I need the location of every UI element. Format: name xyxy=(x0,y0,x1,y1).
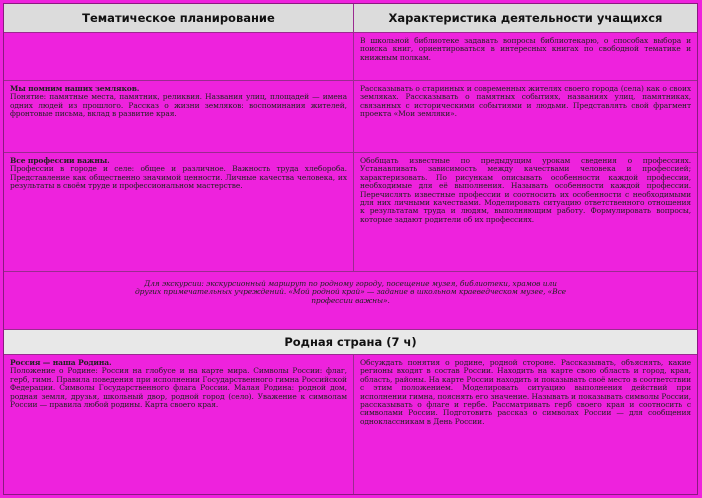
row-right-cell: В школьной библиотеке задавать вопросы библиотекарю, о способах выбора и поиска книг, ориентироваться в интересных книгах по свободной тематике и книжным полкам. xyxy=(359,36,691,62)
topic-title: Россия — наша Родина. xyxy=(10,358,112,367)
row-left-cell xyxy=(4,153,354,271)
table-row xyxy=(4,81,697,153)
header-cell-activity xyxy=(354,4,697,32)
topic-body: Профессии в городе и селе: общее и различное. Важность труда хлебороба. Представление как общественно значимой ценности. Личные качества человека, их результаты в своём труде и профессиональном мастерстве. xyxy=(10,164,347,191)
section-header xyxy=(4,330,697,355)
topic-title: Все профессии важны. xyxy=(10,156,110,165)
table-row xyxy=(4,355,697,494)
row-left-cell xyxy=(4,81,354,152)
header-activity: Характеристика деятельности учащихся xyxy=(388,11,663,25)
note-row xyxy=(4,272,697,330)
table-row xyxy=(4,33,697,81)
excursion-note: Для экскурсии: экскурсионный маршрут по родному городу, посещение музея, библиотеки, храмов или других примечательных учреждений. «Мой родной край» — задание в школьном краеведческом музее, «Все профессии важны». xyxy=(134,279,567,305)
topic-title: Мы помним наших земляков. xyxy=(10,84,140,93)
row-right-cell: Рассказывать о старинных и современных жителях своего города (села) как о своих земляках. Рассказывать о памятных событиях, названиях улиц, памятниках, связанных с историческими событиями и людьми. Представлять свой фрагмент проекта «Мои земляки». xyxy=(359,84,691,119)
planning-table xyxy=(3,3,698,495)
section-title: Родная страна (7 ч) xyxy=(284,335,417,349)
row-right-cell: Обобщать известные по предыдущим урокам сведения о профессиях. Устанавливать зависимость между качествами человека и профессией; характеризовать. По рисункам описывать особенности каждой профессии, необходимые для её выполнения. Называть особенности каждой профессии. Перечислять известные профессии и соотносить их особенности с необходимыми для них личными качествами. Моделировать ситуацию ответственного отношения к результатам труда и людям, выполняющим работу. Формулировать вопросы, которые задают родители об их профессиях. xyxy=(359,156,691,224)
header-cell-planning xyxy=(4,4,354,32)
topic-body: Положение о Родине: Россия на глобусе и на карте мира. Символы России: флаг, герб, гимн. Правила поведения при исполнении Государственного гимна Российской Федерации. Символы Государственного флага России. Малая Родина: родной дом, родная земля, друзья, школьный двор, родной город (село). Уважение к символам России — правила любой родины. Карта своего края. xyxy=(10,366,347,410)
topic-body: Понятие: памятные места, памятник, реликвия. Названия улиц, площадей — имена одних людей из прошлого. Рассказ о жизни земляков: воспоминания жителей, фронтовые письма, вклад в развитие края. xyxy=(10,92,347,119)
row-left-cell xyxy=(4,33,354,80)
table-row xyxy=(4,153,697,272)
header-planning: Тематическое планирование xyxy=(82,11,275,25)
row-left-cell xyxy=(4,355,354,494)
row-right-cell: Обсуждать понятия о родине, родной стороне. Рассказывать, объяснять, какие регионы входят в состав России. Находить на карте свою область и город, края, область, районы. На карте России находить и показывать своё место в соответствии с этим положением. Моделировать ситуацию выполнения действий при исполнении гимна, пояснять его значение. Называть и показывать символы России, рассказывать о флаге и гербе. Рассматривать герб своего края и соотносить с символами России. Подготовить рассказ о символах России — для сообщения одноклассникам в День России. xyxy=(359,358,691,426)
table-header xyxy=(4,4,697,33)
